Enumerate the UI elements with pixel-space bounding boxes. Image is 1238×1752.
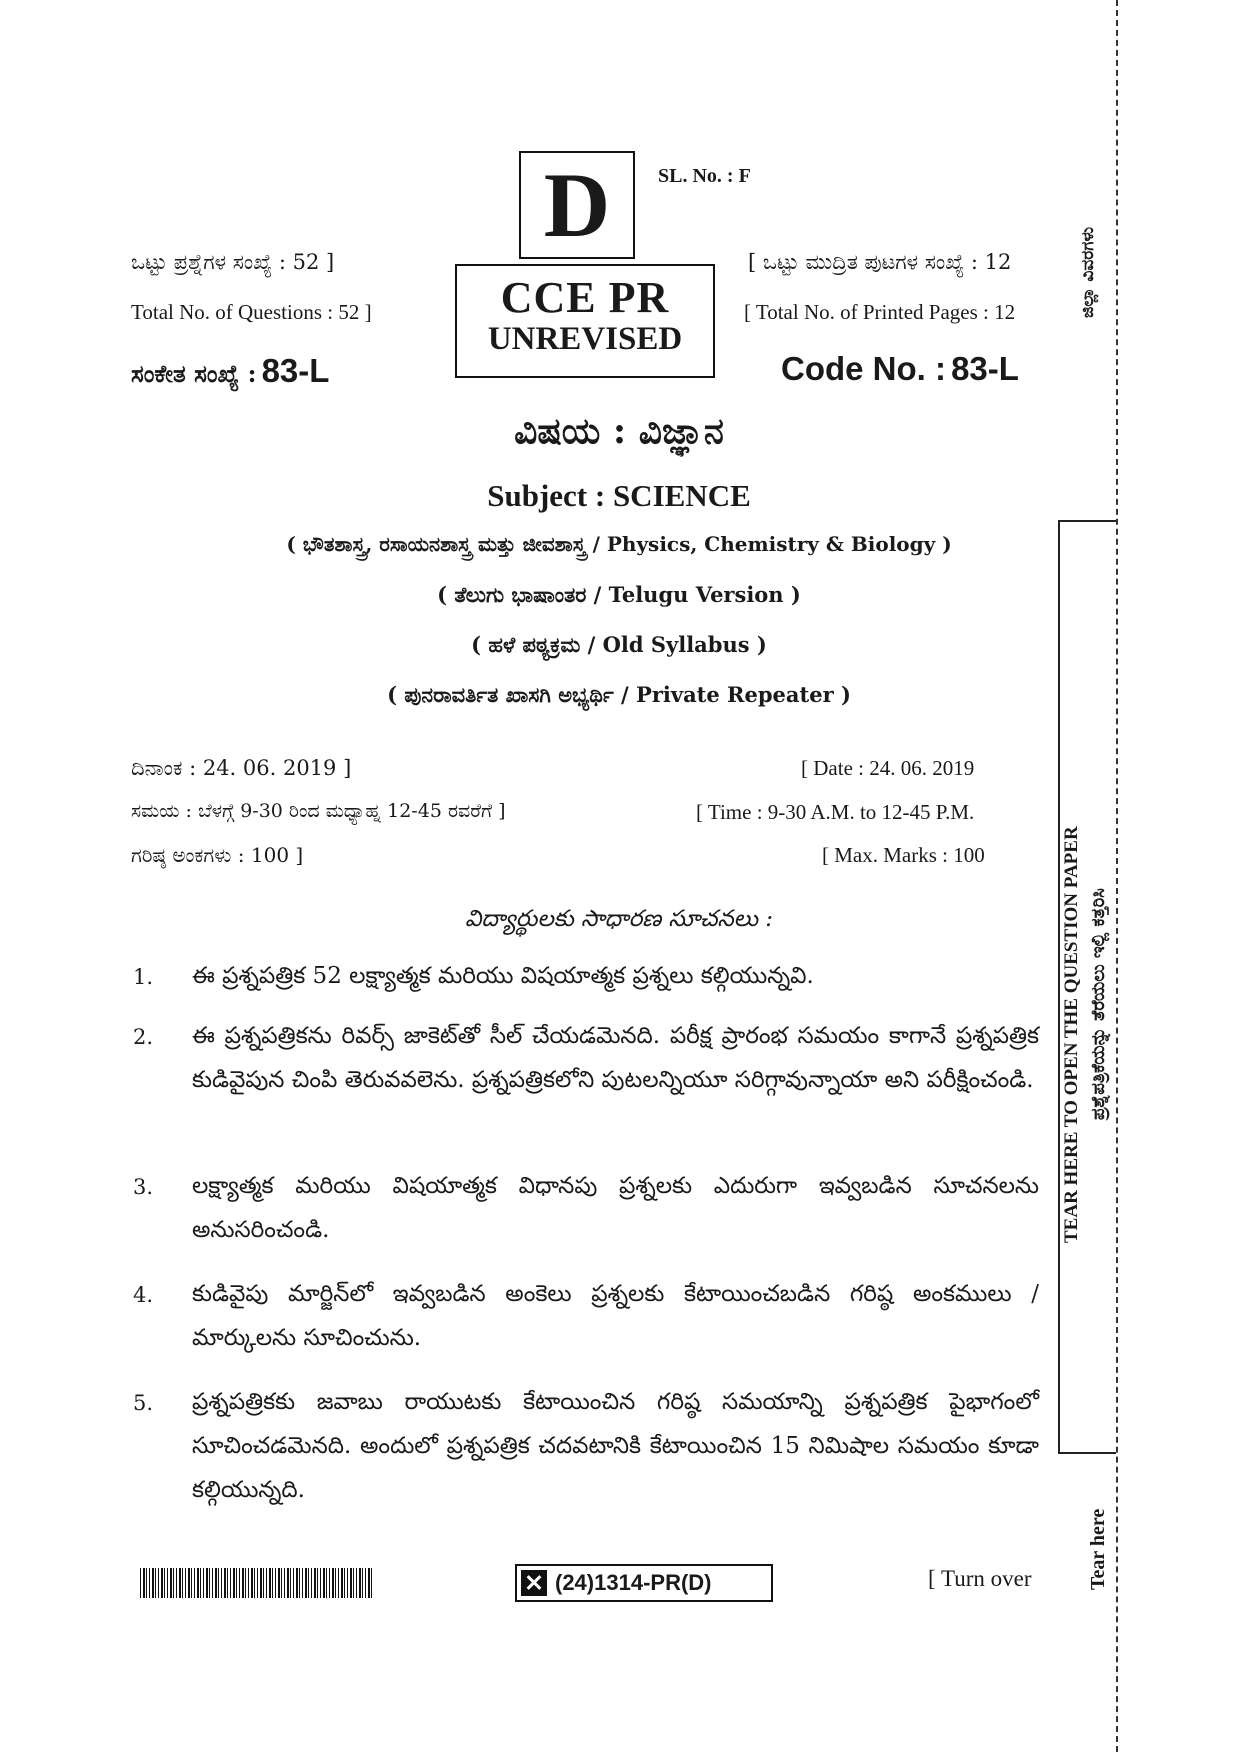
instruction-number-3: 3. — [133, 1175, 154, 1199]
instruction-number-4: 4. — [133, 1283, 154, 1307]
subject-streams: ( ಭೌತಶಾಸ್ತ್ರ, ರಸಾಯನಶಾಸ್ತ್ರ ಮತ್ತು ಜೀವಶಾಸ್ತ್ರ / Physics, Chemistry & Biology ) — [286, 532, 952, 556]
subject-english: Subject : SCIENCE — [487, 478, 751, 513]
instruction-number-2: 2. — [133, 1025, 154, 1049]
instruction-number-5: 5. — [133, 1391, 154, 1415]
cce-box — [455, 264, 715, 378]
tear-here-label: Tear here — [1087, 1508, 1109, 1590]
side-note-top: ಜಿಲ್ಲಾ ವಿವರಗಳು — [1078, 226, 1098, 318]
cce-title: CCE PR — [500, 273, 670, 322]
candidate-type: ( ಪುನರಾವರ್ತಿತ ಖಾಸಗಿ ಅಭ್ಯರ್ಥಿ / Private Repeater ) — [387, 682, 851, 707]
serial-number: SL. No. : F — [658, 165, 751, 187]
time-english: [ Time : 9-30 A.M. to 12-45 P.M. — [696, 800, 975, 824]
paper-code-box — [515, 1564, 773, 1602]
language-version: ( ತೆಲುಗು ಭಾಷಾಂತರ / Telugu Version ) — [437, 582, 801, 607]
instruction-text-1: ఈ ప్రశ్నపత్రిక 52 లక్ష్యాత్మక మరియు విషయాత్మక ప్రశ్నలు కల్గియున్నవి. — [192, 963, 814, 989]
code-english: Code No. : 83-L — [781, 350, 1019, 387]
instructions-heading: విద్యార్థులకు సాధారణ సూచనలు : — [464, 906, 774, 932]
version-letter-box: D — [519, 151, 635, 259]
cce-subtitle: UNREVISED — [487, 321, 683, 357]
date-kannada: ದಿನಾಂಕ : 24. 06. 2019 ] — [131, 756, 352, 780]
max-marks-kannada: ಗರಿಷ್ಠ ಅಂಕಗಳು : 100 ] — [131, 843, 304, 867]
instruction-text-5: ప్రశ్నపత్రికకు జవాబు రాయుటకు కేటాయించిన గరిష్ఠ సమయాన్ని ప్రశ్నపత్రిక పైభాగంలో సూచించడమెనది. అందులో ప్రశ్నపత్రిక చదవటానికి కేటాయించిన 15 నిమిషాల సమయం కూడా కల్గియున్నది. — [192, 1389, 1039, 1503]
tear-kannada-instruction: ಪ್ರಶ್ನೆಪತ್ರಿಕೆಯನ್ನು ತೆರೆಯಲು ಇಲ್ಲಿ ಕತ್ತರಿಸಿ — [1088, 888, 1109, 1120]
questions-count-kannada: ಒಟ್ಟು ಪ್ರಶ್ನೆಗಳ ಸಂಖ್ಯೆ : 52 ] — [131, 250, 335, 274]
date-english: [ Date : 24. 06. 2019 — [801, 756, 975, 780]
subject-kannada: ವಿಷಯ : ವಿಜ್ಞಾನ — [514, 410, 724, 452]
pages-count-english: [ Total No. of Printed Pages : 12 — [744, 300, 1016, 324]
pages-count-kannada: [ ಒಟ್ಟು ಮುದ್ರಿತ ಪುಟಗಳ ಸಂಖ್ಯೆ : 12 — [748, 250, 1012, 274]
turn-over: [ Turn over — [928, 1566, 1032, 1591]
code-kannada: ಸಂಕೇತ ಸಂಖ್ಯೆ : 83-L — [131, 352, 330, 389]
questions-count-english: Total No. of Questions : 52 ] — [131, 300, 372, 324]
qr-code-icon — [521, 1570, 547, 1596]
barcode — [140, 1568, 374, 1598]
tear-here-instruction: TEAR HERE TO OPEN THE QUESTION PAPER — [1061, 826, 1082, 1243]
instruction-text-3: లక్ష్యాత్మక మరియు విషయాత్మక విధానపు ప్రశ్నలకు ఎదురుగా ఇవ్వబడిన సూచనలను అనుసరించండి. — [192, 1173, 1039, 1243]
time-kannada: ಸಮಯ : ಬೆಳಗ್ಗೆ 9-30 ರಿಂದ ಮಧ್ಯಾಹ್ನ 12-45 ರವರೆಗೆ ] — [131, 800, 506, 822]
paper-code: (24)1314-PR(D) — [555, 1570, 712, 1595]
syllabus: ( ಹಳೆ ಪಠ್ಯಕ್ರಮ / Old Syllabus ) — [471, 632, 767, 657]
instruction-text-2: ఈ ప్రశ్నపత్రికను రివర్స్ జాకెట్‌తో సీల్ చేయడమెనది. పరీక్ష ప్రారంభ సమయం కాగానే ప్రశ్నపత్రిక కుడివైపున చింపి తెరువవలెను. ప్రశ్నపత్రికలోని పుటలన్నియూ సరిగ్గావున్నాయా అని పరీక్షించండి. — [192, 1023, 1039, 1093]
instruction-number-1: 1. — [133, 965, 154, 989]
instruction-text-4: కుడివైపు మార్జిన్‌లో ఇవ్వబడిన అంకెలు ప్రశ్నలకు కేటాయించబడిన గరిష్ఠ అంకములు / మార్కులను సూచించును. — [192, 1281, 1039, 1351]
max-marks-english: [ Max. Marks : 100 — [822, 843, 985, 867]
tear-dashed-line — [1116, 0, 1118, 1752]
